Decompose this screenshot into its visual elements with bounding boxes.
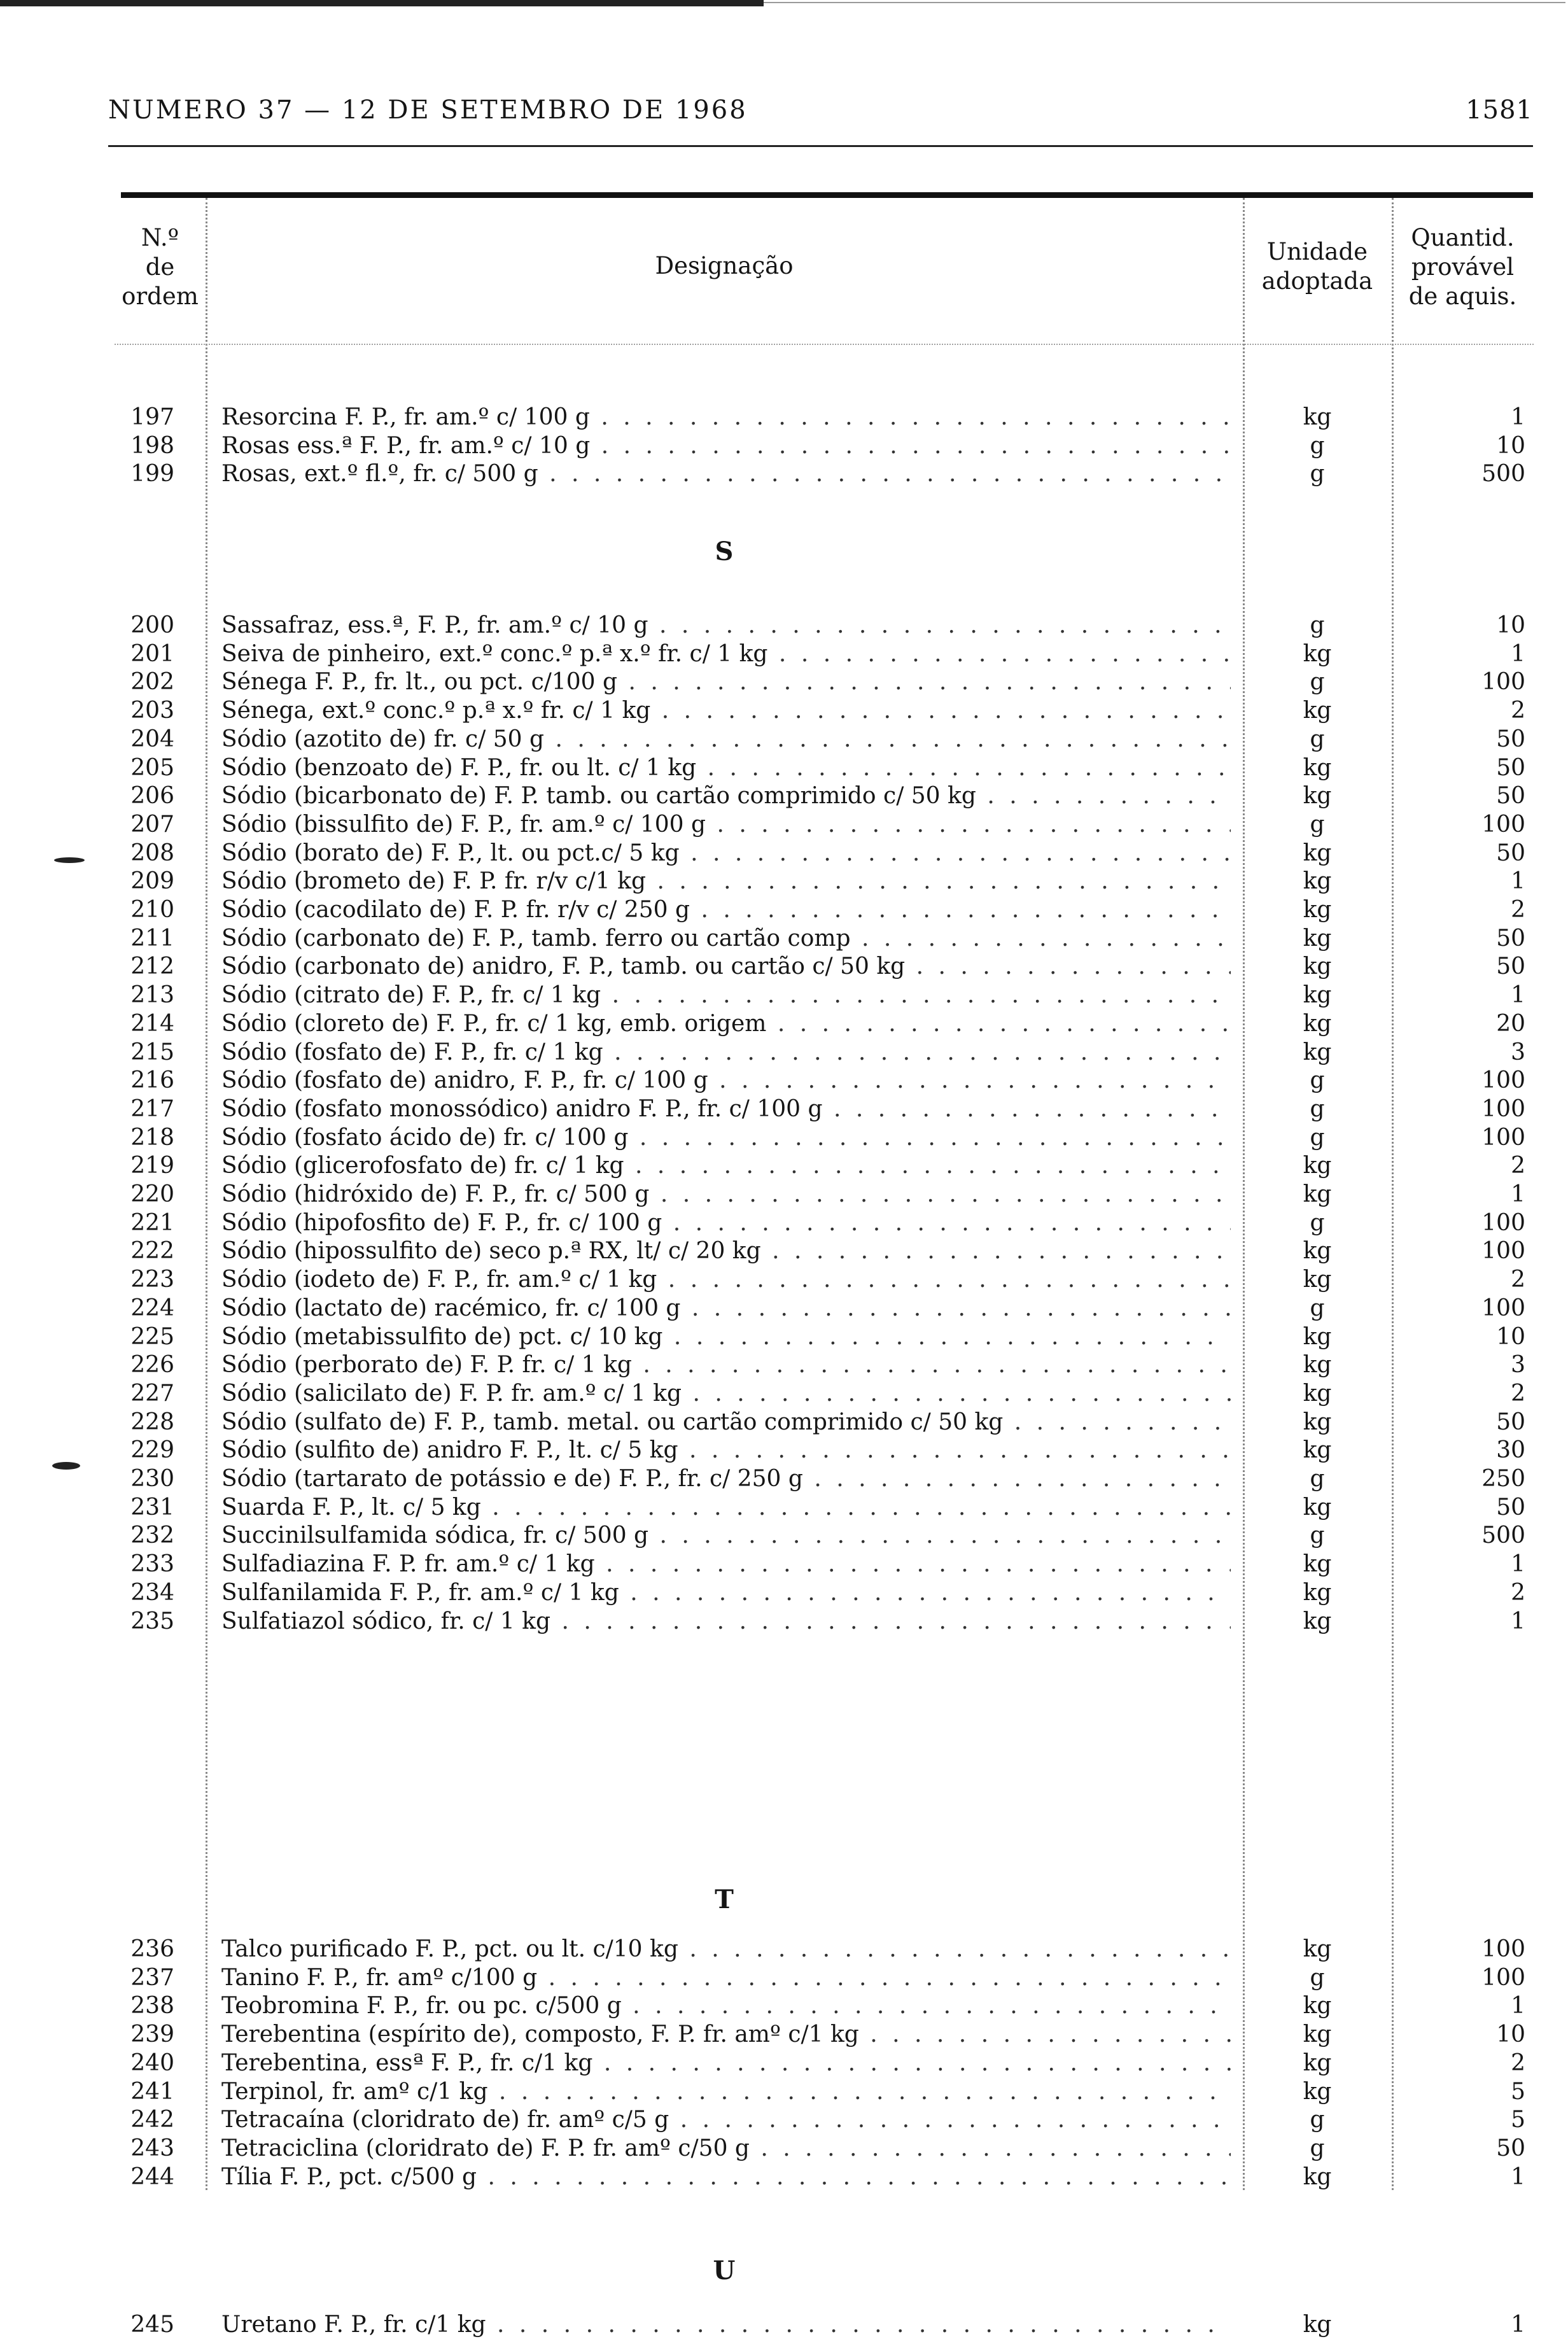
item-designation: Sódio (salicilato de) F. P. fr. am.º c/ 1 kg . . .: [221, 1380, 1231, 1408]
item-designation: Sódio (hipossulfito de) seco p.ª RX, lt/ c/ 20 kg . . .: [221, 1237, 1231, 1265]
order-number: 226: [130, 1352, 174, 1378]
order-number: 223: [130, 1267, 174, 1293]
item-quantity: 30: [1496, 1437, 1525, 1463]
header-rule: [108, 145, 1533, 147]
item-quantity: 500: [1481, 1522, 1525, 1549]
table-row: [115, 867, 1534, 896]
item-quantity: 50: [1496, 953, 1525, 980]
item-unit: kg: [1303, 1181, 1332, 1207]
item-quantity: 1: [1511, 404, 1525, 430]
order-number: 243: [130, 2135, 174, 2161]
item-quantity: 10: [1496, 2021, 1525, 2048]
item-unit: kg: [1303, 1494, 1332, 1521]
item-unit: kg: [1303, 1551, 1332, 1577]
table-row: [115, 612, 1534, 640]
item-designation: Sódio (fosfato de) anidro, F. P., fr. c/ 100 g . . .: [221, 1067, 1231, 1095]
item-designation: Tília F. P., pct. c/500 g . . .: [221, 2163, 1231, 2191]
order-number: 201: [130, 641, 174, 667]
column-header-unit-line: Unidade: [1266, 238, 1368, 265]
order-number: 197: [130, 404, 174, 430]
order-number: 240: [130, 2050, 174, 2076]
table-row: [115, 1992, 1534, 2020]
order-number: 198: [130, 433, 174, 459]
item-designation: Sódio (sulfito de) anidro F. P., lt. c/ 5 kg . . .: [221, 1436, 1231, 1465]
column-header-designation: Designação: [655, 252, 794, 279]
item-quantity: 10: [1496, 612, 1525, 638]
order-number: 231: [130, 1494, 174, 1521]
section-letter: S: [715, 537, 734, 566]
item-unit: g: [1310, 1125, 1325, 1151]
item-designation: Rosas, ext.º fl.º, fr. c/ 500 g . . .: [221, 460, 1231, 488]
item-quantity: 2: [1511, 1267, 1525, 1293]
item-designation: Sénega, ext.º conc.º p.ª x.º fr. c/ 1 kg . . .: [221, 697, 1231, 725]
item-unit: kg: [1303, 2079, 1332, 2105]
item-designation: Sódio (tartarato de potássio e de) F. P., fr. c/ 250 g . . .: [221, 1465, 1231, 1493]
table-row: [115, 811, 1534, 839]
item-quantity: 10: [1496, 1324, 1525, 1350]
item-quantity: 5: [1511, 2107, 1525, 2133]
item-unit: kg: [1303, 840, 1332, 866]
item-designation: Uretano F. P., fr. c/1 kg . . .: [221, 2311, 1231, 2339]
item-unit: kg: [1303, 2312, 1332, 2338]
item-quantity: 3: [1511, 1352, 1525, 1378]
item-quantity: 50: [1496, 925, 1525, 952]
item-unit: kg: [1303, 1238, 1332, 1264]
order-number: 228: [130, 1409, 174, 1435]
table-row: [115, 1380, 1534, 1408]
order-number: 217: [130, 1096, 174, 1122]
item-unit: kg: [1303, 1380, 1332, 1407]
item-unit: kg: [1303, 897, 1332, 923]
table-row: [115, 896, 1534, 924]
order-number: 213: [130, 982, 174, 1008]
item-unit: kg: [1303, 1608, 1332, 1634]
order-number: 230: [130, 1466, 174, 1492]
order-number: 225: [130, 1324, 174, 1350]
item-quantity: 50: [1496, 726, 1525, 752]
order-number: 211: [130, 925, 174, 952]
item-designation: Sódio (citrato de) F. P., fr. c/ 1 kg . . .: [221, 981, 1231, 1009]
item-designation: Sódio (bicarbonato de) F. P. tamb. ou cartão comprimido c/ 50 kg . . .: [221, 782, 1231, 810]
order-number: 203: [130, 698, 174, 724]
item-designation: Sódio (lactato de) racémico, fr. c/ 100 g . . .: [221, 1295, 1231, 1323]
item-unit: kg: [1303, 2021, 1332, 2048]
item-quantity: 2: [1511, 1153, 1525, 1179]
item-designation: Tetraciclina (cloridrato de) F. P. fr. amº c/50 g . . .: [221, 2135, 1231, 2163]
section-letter: T: [715, 1885, 734, 1914]
order-number: 229: [130, 1437, 174, 1463]
item-quantity: 1: [1511, 982, 1525, 1008]
order-number: 242: [130, 2107, 174, 2133]
item-unit: g: [1310, 1965, 1325, 1991]
table-row: [115, 1964, 1534, 1992]
column-header-unit: [1243, 237, 1392, 296]
table-row: [115, 981, 1534, 1009]
item-unit: kg: [1303, 1324, 1332, 1350]
scan-artifact: [52, 1462, 80, 1470]
order-number: 239: [130, 2021, 174, 2048]
table-top-rule: [121, 192, 1533, 198]
table-row: [115, 668, 1534, 696]
order-number: 244: [130, 2164, 174, 2190]
order-number: 224: [130, 1295, 174, 1321]
order-number: 214: [130, 1011, 174, 1037]
item-unit: g: [1310, 726, 1325, 752]
item-designation: Sassafraz, ess.ª, F. P., fr. am.º c/ 10 g . . .: [221, 612, 1231, 640]
item-unit: g: [1310, 1522, 1325, 1549]
order-number: 200: [130, 612, 174, 638]
page-number: 1581: [1466, 95, 1533, 125]
order-number: 208: [130, 840, 174, 866]
table-row: [115, 2135, 1534, 2163]
item-unit: g: [1310, 2107, 1325, 2133]
order-number: 205: [130, 755, 174, 781]
item-designation: Sódio (brometo de) F. P. fr. r/v c/1 kg . . .: [221, 867, 1231, 896]
table-row: [115, 1152, 1534, 1180]
item-designation: Sódio (iodeto de) F. P., fr. am.º c/ 1 kg . . .: [221, 1266, 1231, 1294]
scan-artifact: [54, 857, 85, 863]
item-quantity: 100: [1481, 1067, 1525, 1093]
table-row: [115, 1209, 1534, 1237]
item-designation: Sódio (perborato de) F. P. fr. c/ 1 kg . . .: [221, 1351, 1231, 1379]
table-row: [115, 782, 1534, 810]
page-header: [108, 95, 1533, 140]
order-number: 216: [130, 1067, 174, 1093]
item-quantity: 50: [1496, 2135, 1525, 2161]
item-quantity: 50: [1496, 783, 1525, 809]
order-number: 232: [130, 1522, 174, 1549]
table-row: [115, 640, 1534, 668]
item-unit: kg: [1303, 953, 1332, 980]
item-quantity: 500: [1481, 461, 1525, 487]
table-row: [115, 1323, 1534, 1351]
column-header-quantity-line: de aquis.: [1408, 283, 1517, 310]
item-quantity: 100: [1481, 1125, 1525, 1151]
column-header-quantity-line: Quantid.: [1411, 224, 1515, 251]
scan-artifact: [0, 0, 764, 6]
table-row: [115, 1550, 1534, 1578]
order-number: 227: [130, 1380, 174, 1407]
item-unit: g: [1310, 1067, 1325, 1093]
table-row: [115, 1181, 1534, 1209]
table-row: [115, 1067, 1534, 1095]
item-quantity: 2: [1511, 1580, 1525, 1606]
table-row: [115, 2106, 1534, 2134]
table-row: [115, 1266, 1534, 1294]
item-designation: Sulfatiazol sódico, fr. c/ 1 kg . . .: [221, 1608, 1231, 1636]
table-row: [115, 1465, 1534, 1493]
item-quantity: 100: [1481, 1210, 1525, 1236]
section-letter: U: [713, 2256, 736, 2286]
order-number: 221: [130, 1210, 174, 1236]
order-number: 237: [130, 1965, 174, 1991]
item-quantity: 100: [1481, 1936, 1525, 1962]
order-number: 241: [130, 2079, 174, 2105]
item-designation: Sódio (azotito de) fr. c/ 50 g . . .: [221, 726, 1231, 754]
table-row: [115, 1522, 1534, 1550]
column-header-number-line: N.º: [141, 224, 179, 251]
table-row: [115, 432, 1534, 460]
item-unit: g: [1310, 433, 1325, 459]
order-number: 218: [130, 1125, 174, 1151]
item-quantity: 100: [1481, 1965, 1525, 1991]
item-designation: Sódio (glicerofosfato de) fr. c/ 1 kg . . .: [221, 1152, 1231, 1180]
order-number: 238: [130, 1993, 174, 2019]
item-unit: kg: [1303, 1437, 1332, 1463]
item-unit: kg: [1303, 2050, 1332, 2076]
item-designation: Terebentina, essª F. P., fr. c/1 kg . . .: [221, 2049, 1231, 2077]
order-number: 220: [130, 1181, 174, 1207]
table-row: [115, 2078, 1534, 2106]
item-quantity: 100: [1481, 1295, 1525, 1321]
table-row: [115, 953, 1534, 981]
items-table: [115, 198, 1534, 2338]
table-row: [115, 839, 1534, 867]
item-designation: Sódio (carbonato de) anidro, F. P., tamb. ou cartão c/ 50 kg . . .: [221, 953, 1231, 981]
item-designation: Sulfanilamida F. P., fr. am.º c/ 1 kg . . .: [221, 1579, 1231, 1607]
item-unit: kg: [1303, 982, 1332, 1008]
item-quantity: 2: [1511, 897, 1525, 923]
order-number: 215: [130, 1039, 174, 1065]
scan-artifact: [764, 2, 1565, 3]
item-unit: kg: [1303, 1352, 1332, 1378]
item-unit: kg: [1303, 1409, 1332, 1435]
table-row: [115, 1436, 1534, 1465]
item-unit: kg: [1303, 1580, 1332, 1606]
item-unit: g: [1310, 2135, 1325, 2161]
item-designation: Sódio (hidróxido de) F. P., fr. c/ 500 g . . .: [221, 1181, 1231, 1209]
order-number: 235: [130, 1608, 174, 1634]
item-quantity: 20: [1496, 1011, 1525, 1037]
order-number: 234: [130, 1580, 174, 1606]
item-designation: Talco purificado F. P., pct. ou lt. c/10 kg . . .: [221, 1935, 1231, 1963]
item-designation: Sódio (borato de) F. P., lt. ou pct.c/ 5 kg . . .: [221, 839, 1231, 867]
item-unit: kg: [1303, 1267, 1332, 1293]
item-unit: g: [1310, 1096, 1325, 1122]
item-unit: kg: [1303, 1153, 1332, 1179]
item-quantity: 1: [1511, 1993, 1525, 2019]
item-unit: kg: [1303, 868, 1332, 894]
column-header-quantity: [1392, 223, 1534, 311]
item-designation: Sódio (fosfato ácido de) fr. c/ 100 g . . .: [221, 1124, 1231, 1152]
item-unit: kg: [1303, 1993, 1332, 2019]
item-unit: g: [1310, 461, 1325, 487]
column-header-number-line: ordem: [122, 283, 199, 310]
table-row: [115, 1095, 1534, 1123]
item-designation: Terpinol, fr. amº c/1 kg . . .: [221, 2078, 1231, 2106]
column-header-unit-line: adoptada: [1261, 267, 1373, 295]
item-unit: kg: [1303, 755, 1332, 781]
item-quantity: 50: [1496, 1494, 1525, 1521]
table-row: [115, 1295, 1534, 1323]
item-designation: Sódio (cloreto de) F. P., fr. c/ 1 kg, emb. origem . . .: [221, 1010, 1231, 1038]
item-quantity: 1: [1511, 641, 1525, 667]
item-unit: kg: [1303, 783, 1332, 809]
item-quantity: 100: [1481, 669, 1525, 695]
table-row: [115, 2311, 1534, 2339]
item-quantity: 2: [1511, 698, 1525, 724]
table-row: [115, 1124, 1534, 1152]
order-number: 212: [130, 953, 174, 980]
item-quantity: 100: [1481, 811, 1525, 838]
item-unit: g: [1310, 1210, 1325, 1236]
column-header-number-line: de: [145, 253, 175, 281]
item-unit: g: [1310, 1295, 1325, 1321]
table-row: [115, 726, 1534, 754]
order-number: 202: [130, 669, 174, 695]
item-quantity: 3: [1511, 1039, 1525, 1065]
item-designation: Tanino F. P., fr. amº c/100 g . . .: [221, 1964, 1231, 1992]
order-number: 206: [130, 783, 174, 809]
item-quantity: 1: [1511, 1608, 1525, 1634]
table-row: [115, 697, 1534, 725]
item-quantity: 5: [1511, 2079, 1525, 2105]
order-number: 207: [130, 811, 174, 838]
item-designation: Sódio (sulfato de) F. P., tamb. metal. ou cartão comprimido c/ 50 kg . . .: [221, 1408, 1231, 1436]
table-row: [115, 1351, 1534, 1379]
table-row: [115, 2049, 1534, 2077]
page-title: NUMERO 37 — 12 DE SETEMBRO DE 1968: [108, 95, 748, 125]
item-designation: Seiva de pinheiro, ext.º conc.º p.ª x.º fr. c/ 1 kg . . .: [221, 640, 1231, 668]
item-quantity: 50: [1496, 840, 1525, 866]
table-row: [115, 1494, 1534, 1522]
header-divider: [115, 344, 1534, 345]
table-row: [115, 404, 1534, 432]
item-designation: Sódio (fosfato de) F. P., fr. c/ 1 kg . . .: [221, 1039, 1231, 1067]
item-quantity: 2: [1511, 2050, 1525, 2076]
order-number: 210: [130, 897, 174, 923]
table-row: [115, 1608, 1534, 1636]
order-number: 204: [130, 726, 174, 752]
item-designation: Sódio (carbonato de) F. P., tamb. ferro ou cartão comp . . .: [221, 925, 1231, 953]
item-quantity: 250: [1481, 1466, 1525, 1492]
order-number: 233: [130, 1551, 174, 1577]
item-designation: Sódio (cacodilato de) F. P. fr. r/v c/ 250 g . . .: [221, 896, 1231, 924]
item-unit: g: [1310, 669, 1325, 695]
table-row: [115, 1039, 1534, 1067]
column-header-quantity-line: provável: [1411, 253, 1515, 281]
table-row: [115, 1579, 1534, 1607]
item-designation: Suarda F. P., lt. c/ 5 kg . . .: [221, 1494, 1231, 1522]
item-unit: kg: [1303, 404, 1332, 430]
item-quantity: 10: [1496, 433, 1525, 459]
item-unit: kg: [1303, 698, 1332, 724]
item-unit: kg: [1303, 2164, 1332, 2190]
item-designation: Sulfadiazina F. P. fr. am.º c/ 1 kg . . .: [221, 1550, 1231, 1578]
item-designation: Terebentina (espírito de), composto, F. P. fr. amº c/1 kg . . .: [221, 2021, 1231, 2049]
item-designation: Sódio (bissulfito de) F. P., fr. am.º c/ 100 g . . .: [221, 811, 1231, 839]
item-quantity: 50: [1496, 1409, 1525, 1435]
item-unit: kg: [1303, 1011, 1332, 1037]
item-unit: g: [1310, 1466, 1325, 1492]
order-number: 222: [130, 1238, 174, 1264]
table-row: [115, 754, 1534, 782]
item-unit: kg: [1303, 641, 1332, 667]
table-row: [115, 2021, 1534, 2049]
item-unit: kg: [1303, 925, 1332, 952]
order-number: 236: [130, 1936, 174, 1962]
table-row: [115, 2163, 1534, 2191]
order-number: 199: [130, 461, 174, 487]
table-row: [115, 1935, 1534, 1963]
table-row: [115, 1010, 1534, 1038]
item-unit: g: [1310, 612, 1325, 638]
item-designation: Rosas ess.ª F. P., fr. am.º c/ 10 g . . .: [221, 432, 1231, 460]
item-designation: Sénega F. P., fr. lt., ou pct. c/100 g . . .: [221, 668, 1231, 696]
item-quantity: 1: [1511, 2312, 1525, 2338]
item-unit: kg: [1303, 1039, 1332, 1065]
item-unit: kg: [1303, 1936, 1332, 1962]
item-designation: Teobromina F. P., fr. ou pc. c/500 g . . .: [221, 1992, 1231, 2020]
item-designation: Sódio (benzoato de) F. P., fr. ou lt. c/ 1 kg . . .: [221, 754, 1231, 782]
column-header-number: [115, 223, 206, 311]
item-designation: Sódio (metabissulfito de) pct. c/ 10 kg . . .: [221, 1323, 1231, 1351]
item-quantity: 1: [1511, 1181, 1525, 1207]
order-number: 245: [130, 2312, 174, 2338]
order-number: 209: [130, 868, 174, 894]
item-quantity: 1: [1511, 1551, 1525, 1577]
item-quantity: 100: [1481, 1238, 1525, 1264]
item-quantity: 2: [1511, 1380, 1525, 1407]
item-designation: Sódio (fosfato monossódico) anidro F. P., fr. c/ 100 g . . .: [221, 1095, 1231, 1123]
table-row: [115, 460, 1534, 488]
item-quantity: 100: [1481, 1096, 1525, 1122]
item-unit: g: [1310, 811, 1325, 838]
item-designation: Sódio (hipofosfito de) F. P., fr. c/ 100 g . . .: [221, 1209, 1231, 1237]
item-quantity: 1: [1511, 868, 1525, 894]
item-quantity: 1: [1511, 2164, 1525, 2190]
item-designation: Tetracaína (cloridrato de) fr. amº c/5 g . . .: [221, 2106, 1231, 2134]
table-row: [115, 1408, 1534, 1436]
table-row: [115, 925, 1534, 953]
order-number: 219: [130, 1153, 174, 1179]
item-designation: Resorcina F. P., fr. am.º c/ 100 g . . .: [221, 404, 1231, 432]
item-quantity: 50: [1496, 755, 1525, 781]
table-row: [115, 1237, 1534, 1265]
item-designation: Succinilsulfamida sódica, fr. c/ 500 g . . .: [221, 1522, 1231, 1550]
